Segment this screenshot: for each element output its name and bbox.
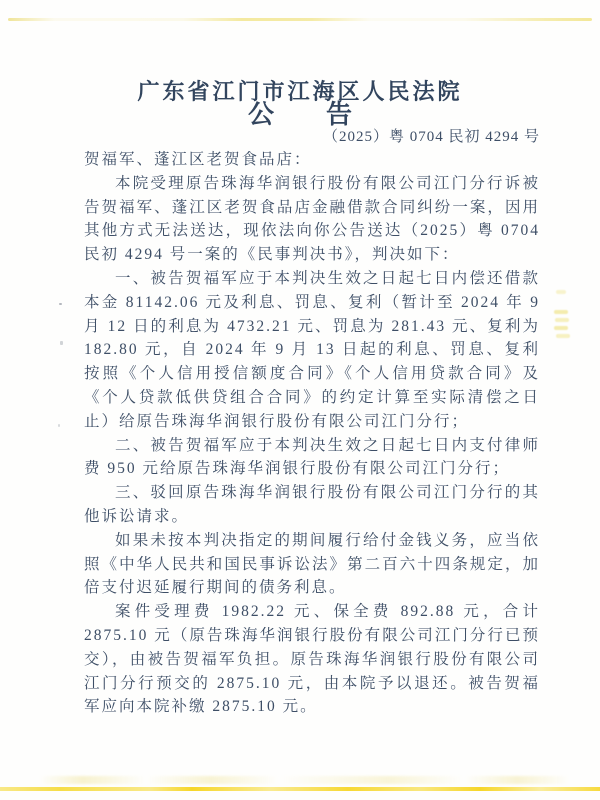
scan-edge-line-bottom xyxy=(0,787,600,791)
scan-speck xyxy=(60,341,63,345)
paragraph-judgment-item-3: 三、驳回原告珠海华润银行股份有限公司江门分行的其他诉讼请求。 xyxy=(84,484,540,525)
notice-body xyxy=(84,148,540,719)
scan-speck xyxy=(59,303,62,305)
scan-smudge-right-margin xyxy=(554,290,572,340)
court-name-heading: 广东省江门市江海区人民法院 xyxy=(137,79,463,104)
paragraph-judgment-item-1: 一、被告贺福军应于本判决生效之日起七日内偿还借款本金 81142.06 元及利息、罚息、复利（暂计至 2024 年 9 月 12 日的利息为 4732.21 元、罚息为 281.43 元、复利为 182.80 元，自 2024 年 9 月 13 日起的利息、罚息、复利按照《个人信用授信额度合同》《个人信用贷款合同》及《个人贷款低供贷组合合同》的约定计算至实际清偿之日止）给原告珠海华润银行股份有限公司江门分行； xyxy=(84,269,540,430)
case-number: （2025）粤 0704 民初 4294 号 xyxy=(322,129,540,145)
paragraph-late-performance-interest: 如果未按本判决指定的期间履行给付金钱义务，应当依照《中华人民共和国民事诉讼法》第二百六十四条规定，加倍支付迟延履行期间的债务利息。 xyxy=(84,531,540,597)
addressee-line: 贺福军、蓬江区老贺食品店： xyxy=(84,151,312,168)
paragraph-case-intro: 本院受理原告珠海华润银行股份有限公司江门分行诉被告贺福军、蓬江区老贺食品店金融借款合同纠纷一案，因用其他方式无法送达，现依法向你公告送达（2025）粤 0704 民初 4294 号一案的《民事判决书》，判决如下： xyxy=(84,174,540,264)
paragraph-court-fees: 案件受理费 1982.22 元、保全费 892.88 元，合计 2875.10 元（原告珠海华润银行股份有限公司江门分行已预交），由被告贺福军负担。原告珠海华润银行股份有限公司江门分行预交的 2875.10 元，由本院予以退还。被告贺福军应向本院补缴 2875.10 元。 xyxy=(84,603,540,716)
notice-title: 公 告 xyxy=(247,100,352,129)
scan-edge-line-top xyxy=(8,18,592,21)
paragraph-judgment-item-2: 二、被告贺福军应于本判决生效之日起七日内支付律师费 950 元给原告珠海华润银行股份有限公司江门分行； xyxy=(84,436,540,478)
scan-haze-bottom xyxy=(40,776,570,784)
scan-speck xyxy=(58,424,60,427)
